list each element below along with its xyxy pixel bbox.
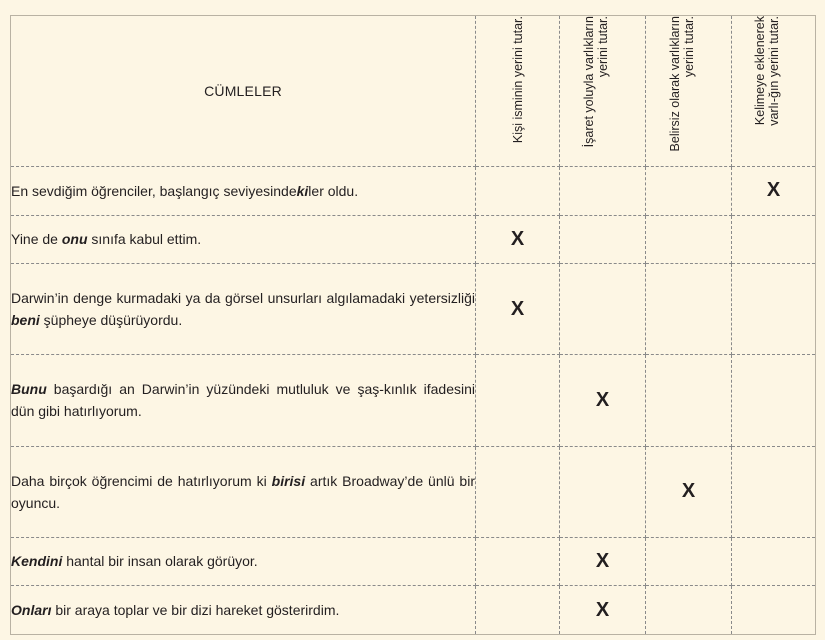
x-mark: X [510,227,525,250]
sentence-cell: Kendini hantal bir insan olarak görüyor. [11,537,476,586]
mark-cell[interactable] [646,167,732,216]
pronoun-highlight: Kendini [11,553,63,570]
mark-cell[interactable] [646,264,732,355]
column-header-3 [646,16,732,167]
mark-cell[interactable] [476,446,560,537]
column-header-2 [560,16,646,167]
header-row [11,16,816,167]
pronoun-table [10,15,816,635]
pronoun-highlight: onu [61,231,88,248]
table-row [11,215,816,264]
mark-cell[interactable] [476,586,560,635]
pronoun-highlight: beni [11,312,40,329]
pronoun-highlight: birisi [271,472,306,489]
mark-cell[interactable] [646,215,732,264]
column-header-text: İşaret yoluyla varlıkların yerini tutar. [581,16,610,148]
column-header-1 [476,16,560,167]
mark-cell[interactable] [560,537,646,586]
sentence-cell: Bunu başardığı an Darwin’in yüzündeki mutluluk ve şaş-kınlık ifadesini dün gibi hatırlıyorum. [11,355,476,446]
sentence-cell: Daha birçok öğrencimi de hatırlıyorum ki birisi artık Broadway’de ünlü bir oyuncu. [11,446,476,537]
x-mark: X [595,598,610,621]
sentences-header: CÜMLELER [11,16,476,167]
column-header-text: Kelimeye eklenerek varlı-ğın yerini tutar. [752,16,781,126]
mark-cell[interactable] [560,355,646,446]
mark-cell[interactable] [646,446,732,537]
mark-cell[interactable] [732,537,816,586]
mark-cell[interactable] [560,586,646,635]
mark-cell[interactable] [560,446,646,537]
mark-cell[interactable] [476,264,560,355]
mark-cell[interactable] [646,355,732,446]
mark-cell[interactable] [476,537,560,586]
mark-cell[interactable] [732,167,816,216]
column-header-text: Belirsiz olarak varlıkların yerini tutar. [667,16,696,152]
table-row [11,167,816,216]
mark-cell[interactable] [732,215,816,264]
pronoun-highlight: ki [296,182,309,199]
mark-cell[interactable] [646,537,732,586]
x-mark: X [510,297,525,320]
mark-cell[interactable] [560,167,646,216]
mark-cell[interactable] [732,264,816,355]
pronoun-highlight: Bunu [11,381,47,398]
mark-cell[interactable] [476,355,560,446]
mark-cell[interactable] [476,215,560,264]
column-header-text: Kişi isminin yerini tutar. [510,16,525,144]
table-row [11,537,816,586]
x-mark: X [595,549,610,572]
table-row [11,586,816,635]
mark-cell[interactable] [560,264,646,355]
table-row [11,446,816,537]
mark-cell[interactable] [732,355,816,446]
x-mark: X [595,388,610,411]
mark-cell[interactable] [476,167,560,216]
column-header-4 [732,16,816,167]
sentence-cell: En sevdiğim öğrenciler, başlangıç seviyesindekiler oldu. [11,167,476,216]
mark-cell[interactable] [560,215,646,264]
mark-cell[interactable] [732,586,816,635]
pronoun-highlight: Onları [11,602,52,619]
sentence-cell: Darwin’in denge kurmadaki ya da görsel unsurları algılamadaki yetersizliği beni şüpheye düşürüyordu. [11,264,476,355]
x-mark: X [681,480,696,503]
mark-cell[interactable] [646,586,732,635]
table-row [11,355,816,446]
sentence-cell: Onları bir araya toplar ve bir dizi hareket gösterirdim. [11,586,476,635]
mark-cell[interactable] [732,446,816,537]
table-row [11,264,816,355]
sentence-cell: Yine de onu sınıfa kabul ettim. [11,215,476,264]
x-mark: X [766,179,781,202]
